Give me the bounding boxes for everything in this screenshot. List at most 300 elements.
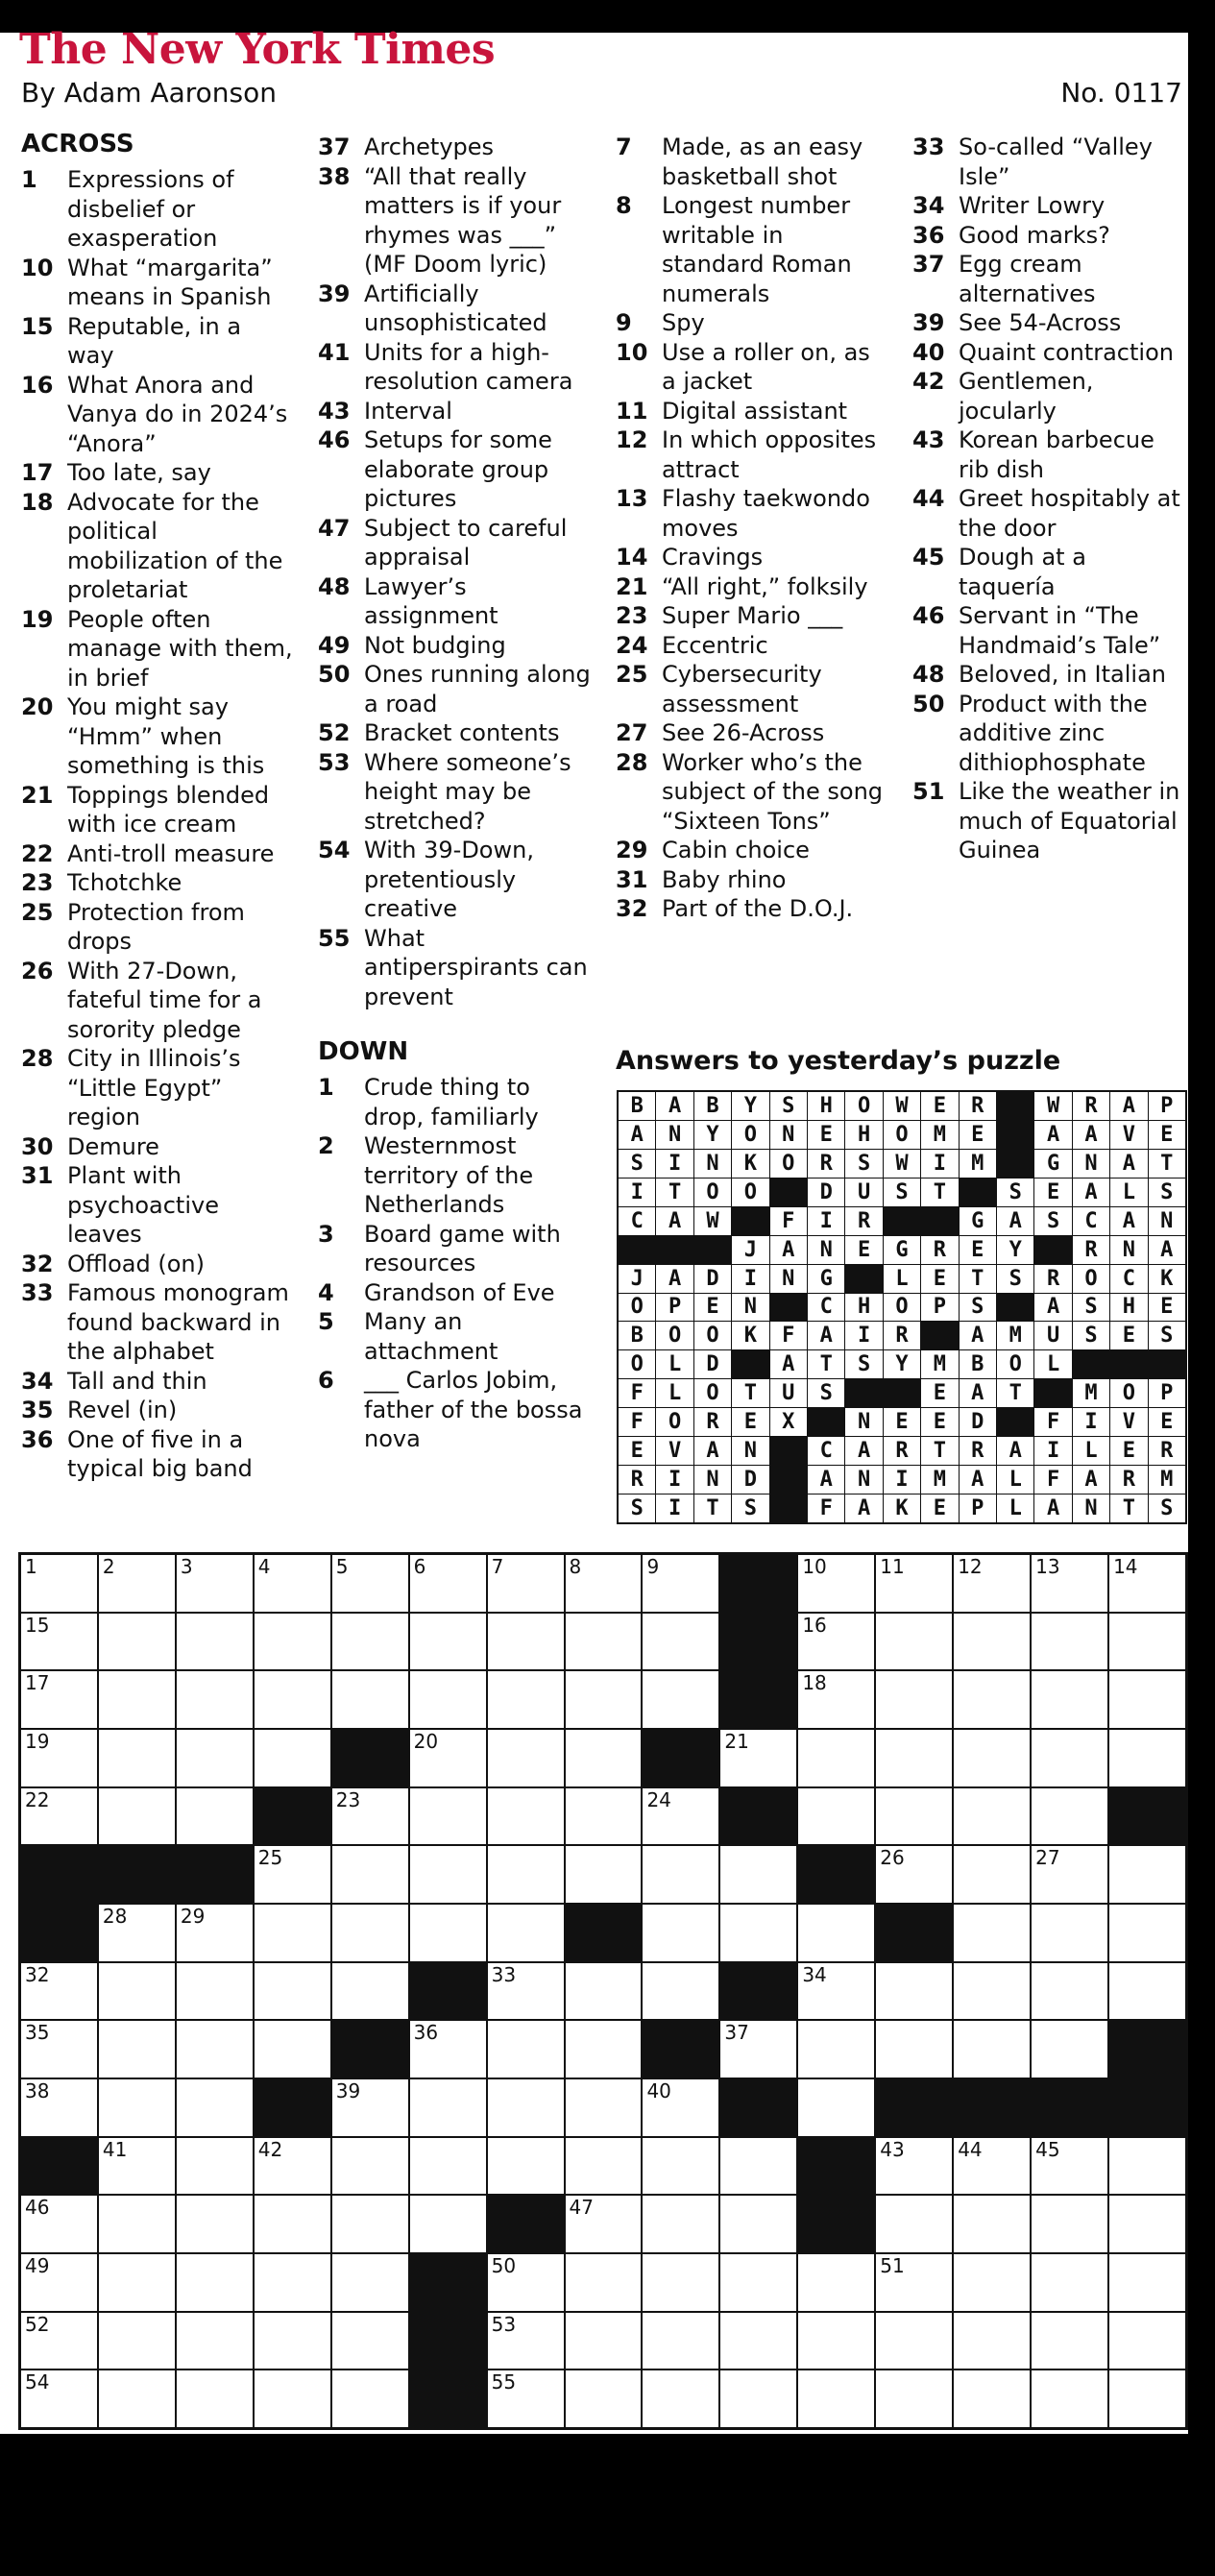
grid-cell[interactable] — [1032, 2370, 1107, 2427]
grid-cell[interactable] — [798, 2313, 874, 2369]
grid-cell[interactable] — [177, 2370, 253, 2427]
grid-cell[interactable] — [21, 2254, 97, 2311]
grid-cell[interactable] — [255, 2370, 330, 2427]
answer-letter: F — [770, 1207, 807, 1235]
answer-letter: R — [619, 1466, 655, 1494]
grid-cell[interactable] — [798, 2254, 874, 2311]
answer-letter: J — [619, 1265, 655, 1293]
grid-cell[interactable] — [332, 2254, 408, 2311]
grid-cell[interactable] — [1109, 2370, 1185, 2427]
grid-cell[interactable] — [99, 1614, 175, 1670]
grid-cell[interactable] — [21, 1963, 97, 2020]
grid-cell[interactable] — [1032, 1788, 1107, 1845]
clue-text: Ones running along a road — [364, 661, 591, 717]
grid-cell[interactable] — [643, 1555, 718, 1612]
grid-cell[interactable] — [99, 1788, 175, 1845]
grid-cell[interactable] — [99, 1671, 175, 1728]
grid-cell[interactable] — [332, 1614, 408, 1670]
clue-item — [318, 748, 596, 837]
clue-number: 51 — [912, 778, 945, 805]
grid-cell[interactable] — [21, 2313, 97, 2369]
answer-letter: M — [921, 1350, 958, 1378]
answer-letter: D — [694, 1265, 731, 1293]
grid-cell[interactable] — [177, 2079, 253, 2136]
grid-cell[interactable] — [255, 2313, 330, 2369]
grid-cell[interactable] — [177, 2313, 253, 2369]
grid-cell[interactable] — [1032, 2254, 1107, 2311]
grid-cell[interactable] — [332, 1788, 408, 1845]
grid-cell[interactable] — [99, 2370, 175, 2427]
answer-letter: E — [619, 1437, 655, 1465]
across-heading: ACROSS — [21, 130, 134, 158]
grid-cell[interactable] — [488, 2021, 564, 2078]
down-clues-column-4 — [912, 133, 1186, 865]
grid-cell[interactable] — [99, 2138, 175, 2195]
clue-item — [21, 839, 295, 869]
grid-cell[interactable] — [954, 1614, 1030, 1670]
grid-cell[interactable] — [1109, 1614, 1185, 1670]
grid-cell[interactable] — [720, 1730, 796, 1786]
grid-cell[interactable] — [566, 1614, 642, 1670]
grid-cell[interactable] — [488, 1846, 564, 1903]
grid-cell[interactable] — [798, 1730, 874, 1786]
answer-letter: S — [1149, 1179, 1185, 1206]
clue-item — [616, 308, 889, 338]
cell-number: 41 — [102, 2137, 128, 2161]
answer-letter: E — [694, 1294, 731, 1322]
black-square — [255, 2079, 330, 2136]
grid-cell[interactable] — [21, 1788, 97, 1845]
grid-cell[interactable] — [643, 1788, 718, 1845]
answer-letter: M — [921, 1466, 958, 1494]
grid-cell[interactable] — [332, 1555, 408, 1612]
grid-cell[interactable] — [21, 1555, 97, 1612]
grid-cell[interactable] — [566, 1555, 642, 1612]
grid-cell[interactable] — [410, 2138, 486, 2195]
grid-cell[interactable] — [177, 2196, 253, 2252]
answer-letter: R — [1073, 1092, 1109, 1120]
grid-cell[interactable] — [177, 1671, 253, 1728]
grid-cell[interactable] — [643, 2254, 718, 2311]
grid-cell[interactable] — [643, 1671, 718, 1728]
grid-cell[interactable] — [488, 1788, 564, 1845]
grid-cell[interactable] — [255, 1905, 330, 1961]
grid-cell[interactable] — [876, 2370, 952, 2427]
answer-black-square — [808, 1408, 844, 1436]
grid-cell[interactable] — [332, 1905, 408, 1961]
grid-cell[interactable] — [332, 2370, 408, 2427]
grid-cell[interactable] — [798, 2021, 874, 2078]
grid-cell[interactable] — [488, 1614, 564, 1670]
grid-cell[interactable] — [1109, 2254, 1185, 2311]
grid-cell[interactable] — [255, 1671, 330, 1728]
answer-letter: J — [732, 1236, 768, 1264]
grid-cell[interactable] — [255, 2138, 330, 2195]
answer-letter: I — [845, 1322, 882, 1349]
black-square — [21, 1846, 97, 1903]
grid-cell[interactable] — [643, 2313, 718, 2369]
grid-cell[interactable] — [643, 2138, 718, 2195]
grid-cell[interactable] — [720, 2254, 796, 2311]
grid-cell[interactable] — [643, 2370, 718, 2427]
clue-item — [318, 924, 596, 1012]
grid-cell[interactable] — [177, 1555, 253, 1612]
grid-cell[interactable] — [954, 1905, 1030, 1961]
answer-letter: U — [1034, 1322, 1071, 1349]
answer-letter: I — [732, 1265, 768, 1293]
grid-cell[interactable] — [954, 2021, 1030, 2078]
grid-cell[interactable] — [1109, 2313, 1185, 2369]
grid-cell[interactable] — [720, 2313, 796, 2369]
clue-number: 48 — [318, 572, 351, 600]
grid-cell[interactable] — [643, 1846, 718, 1903]
clue-text: Tchotchke — [67, 869, 182, 896]
black-square — [255, 1788, 330, 1845]
grid-cell[interactable] — [566, 2138, 642, 2195]
grid-cell[interactable] — [954, 2254, 1030, 2311]
grid-cell[interactable] — [566, 1846, 642, 1903]
answer-letter: S — [1149, 1495, 1185, 1522]
grid-cell[interactable] — [798, 1905, 874, 1961]
answer-letter: F — [1034, 1466, 1071, 1494]
grid-cell[interactable] — [566, 2254, 642, 2311]
answer-letter: T — [921, 1437, 958, 1465]
grid-cell[interactable] — [566, 2021, 642, 2078]
clue-text: City in Illinois’s “Little Egypt” region — [67, 1045, 241, 1130]
grid-cell[interactable] — [488, 1671, 564, 1728]
grid-cell[interactable] — [1109, 1555, 1185, 1612]
cell-number: 18 — [802, 1671, 827, 1695]
grid-cell[interactable] — [798, 1555, 874, 1612]
grid-cell[interactable] — [954, 2313, 1030, 2369]
grid-cell[interactable] — [410, 1555, 486, 1612]
grid-cell[interactable] — [177, 1788, 253, 1845]
grid-cell[interactable] — [410, 1788, 486, 1845]
grid-cell[interactable] — [177, 1905, 253, 1961]
cell-number: 2 — [102, 1555, 115, 1578]
answer-letter: T — [997, 1379, 1033, 1407]
grid-cell[interactable] — [255, 2021, 330, 2078]
grid-cell[interactable] — [177, 1963, 253, 2020]
answer-letter: F — [770, 1322, 807, 1349]
answer-letter: R — [960, 1437, 996, 1465]
grid-cell[interactable] — [566, 2313, 642, 2369]
clue-text: Not budging — [364, 631, 506, 659]
grid-cell[interactable] — [566, 1788, 642, 1845]
grid-cell[interactable] — [99, 1555, 175, 1612]
answer-letter: R — [960, 1092, 996, 1120]
clue-text: Offload (on) — [67, 1250, 205, 1277]
grid-cell[interactable] — [255, 1730, 330, 1786]
grid-cell[interactable] — [876, 1555, 952, 1612]
cell-number: 7 — [491, 1555, 504, 1578]
grid-cell[interactable] — [798, 2079, 874, 2136]
grid-cell[interactable] — [332, 1671, 408, 1728]
cell-number: 51 — [880, 2254, 905, 2277]
grid-cell[interactable] — [566, 1730, 642, 1786]
answer-black-square — [921, 1207, 958, 1235]
clue-item — [616, 543, 889, 572]
clue-item — [616, 572, 889, 602]
grid-cell[interactable] — [954, 2196, 1030, 2252]
answer-letter: W — [694, 1207, 731, 1235]
clue-number: 21 — [21, 781, 54, 809]
grid-cell[interactable] — [876, 2138, 952, 2195]
grid-cell[interactable] — [410, 2021, 486, 2078]
grid-cell[interactable] — [410, 2079, 486, 2136]
grid-cell[interactable] — [643, 2079, 718, 2136]
grid-cell[interactable] — [21, 2370, 97, 2427]
grid-cell[interactable] — [720, 1846, 796, 1903]
answer-letter: N — [1073, 1150, 1109, 1178]
black-square — [643, 2021, 718, 2078]
grid-cell[interactable] — [255, 1614, 330, 1670]
grid-cell[interactable] — [566, 1671, 642, 1728]
black-square — [566, 1905, 642, 1961]
clue-number: 52 — [318, 719, 351, 746]
grid-cell[interactable] — [643, 1905, 718, 1961]
grid-cell[interactable] — [332, 2313, 408, 2369]
clue-number: 33 — [912, 134, 945, 160]
clue-text: ___ Carlos Jobim, father of the bossa nova — [364, 1367, 583, 1452]
cell-number: 14 — [1113, 1555, 1138, 1578]
clue-number: 15 — [21, 312, 54, 340]
grid-cell[interactable] — [488, 1905, 564, 1961]
clue-text: Anti-troll measure — [67, 839, 275, 867]
grid-cell[interactable] — [876, 2021, 952, 2078]
grid-cell[interactable] — [177, 2254, 253, 2311]
grid-cell[interactable] — [876, 1671, 952, 1728]
answer-letter: E — [921, 1495, 958, 1522]
grid-cell[interactable] — [177, 2021, 253, 2078]
answer-letter: O — [1073, 1265, 1109, 1293]
clue-item — [21, 1278, 295, 1367]
grid-cell[interactable] — [1109, 1963, 1185, 2020]
grid-cell[interactable] — [1109, 2138, 1185, 2195]
grid-cell[interactable] — [1032, 2313, 1107, 2369]
grid-cell[interactable] — [255, 2196, 330, 2252]
cell-number: 50 — [491, 2254, 517, 2277]
grid-cell[interactable] — [177, 1614, 253, 1670]
grid-cell[interactable] — [876, 1730, 952, 1786]
clue-text: Bracket contents — [364, 719, 560, 746]
grid-cell[interactable] — [1032, 1730, 1107, 1786]
grid-cell[interactable] — [954, 1555, 1030, 1612]
grid-cell[interactable] — [954, 1846, 1030, 1903]
answer-letter: E — [732, 1408, 768, 1436]
grid-cell[interactable] — [99, 1963, 175, 2020]
cell-number: 38 — [25, 2079, 50, 2102]
grid-cell[interactable] — [332, 2138, 408, 2195]
cell-number: 40 — [646, 2079, 671, 2102]
grid-cell[interactable] — [1032, 2021, 1107, 2078]
grid-cell[interactable] — [410, 1614, 486, 1670]
grid-cell[interactable] — [720, 2370, 796, 2427]
answer-letter: A — [1110, 1092, 1147, 1120]
clue-item — [21, 488, 295, 605]
grid-cell[interactable] — [21, 1614, 97, 1670]
grid-cell[interactable] — [720, 1905, 796, 1961]
grid-cell[interactable] — [1109, 2196, 1185, 2252]
grid-cell[interactable] — [954, 1788, 1030, 1845]
grid-cell[interactable] — [1032, 1905, 1107, 1961]
grid-cell[interactable] — [99, 2254, 175, 2311]
grid-cell[interactable] — [1032, 2138, 1107, 2195]
grid-cell[interactable] — [1032, 1614, 1107, 1670]
clue-item — [912, 250, 1186, 308]
grid-cell[interactable] — [1032, 2196, 1107, 2252]
grid-cell[interactable] — [643, 1963, 718, 2020]
cell-number: 24 — [646, 1787, 671, 1811]
answer-letter: E — [1149, 1294, 1185, 1322]
black-square — [21, 1905, 97, 1961]
answer-letter: A — [656, 1207, 693, 1235]
grid-cell[interactable] — [798, 1788, 874, 1845]
grid-cell[interactable] — [798, 1614, 874, 1670]
cell-number: 34 — [802, 1962, 827, 1986]
cell-number: 55 — [491, 2370, 517, 2394]
grid-cell[interactable] — [876, 1788, 952, 1845]
grid-cell[interactable] — [488, 2254, 564, 2311]
black-square — [643, 1730, 718, 1786]
grid-cell[interactable] — [1032, 1846, 1107, 1903]
grid-cell[interactable] — [720, 2021, 796, 2078]
answer-letter: E — [921, 1408, 958, 1436]
grid-cell[interactable] — [566, 2079, 642, 2136]
clue-number: 9 — [616, 309, 632, 336]
answer-black-square — [884, 1207, 920, 1235]
grid-cell[interactable] — [488, 2138, 564, 2195]
grid-cell[interactable] — [798, 2370, 874, 2427]
answer-letter: O — [997, 1350, 1033, 1378]
grid-cell[interactable] — [488, 1555, 564, 1612]
grid-cell[interactable] — [954, 1963, 1030, 2020]
answer-letter: A — [1034, 1495, 1071, 1522]
grid-cell[interactable] — [332, 1963, 408, 2020]
grid-cell[interactable] — [1032, 1555, 1107, 1612]
grid-cell[interactable] — [876, 1846, 952, 1903]
answer-letter: C — [619, 1207, 655, 1235]
grid-cell[interactable] — [876, 2196, 952, 2252]
answer-letter: Y — [732, 1092, 768, 1120]
clue-text: Lawyer’s assignment — [364, 572, 498, 629]
grid-cell[interactable] — [1109, 1730, 1185, 1786]
grid-cell[interactable] — [566, 2370, 642, 2427]
grid-cell[interactable] — [1109, 1671, 1185, 1728]
grid-cell[interactable] — [410, 1905, 486, 1961]
grid-cell[interactable] — [1109, 1846, 1185, 1903]
answer-letter: K — [732, 1150, 768, 1178]
grid-cell[interactable] — [255, 1963, 330, 2020]
answer-black-square — [770, 1294, 807, 1322]
clue-number: 17 — [21, 459, 54, 486]
grid-cell[interactable] — [488, 2079, 564, 2136]
grid-cell[interactable] — [954, 2138, 1030, 2195]
grid-cell[interactable] — [798, 1671, 874, 1728]
answer-letter: N — [845, 1408, 882, 1436]
answer-letter: A — [845, 1437, 882, 1465]
grid-cell[interactable] — [99, 1905, 175, 1961]
answer-letter: O — [845, 1092, 882, 1120]
answer-letter: A — [997, 1437, 1033, 1465]
answer-letter: F — [1034, 1408, 1071, 1436]
clue-item — [616, 338, 889, 397]
cell-number: 26 — [880, 1846, 905, 1870]
grid-cell[interactable] — [99, 2079, 175, 2136]
grid-cell[interactable] — [21, 2079, 97, 2136]
clue-number: 23 — [21, 869, 54, 896]
cell-number: 11 — [880, 1555, 905, 1578]
grid-cell[interactable] — [488, 2370, 564, 2427]
grid-cell[interactable] — [255, 1555, 330, 1612]
grid-cell[interactable] — [954, 1671, 1030, 1728]
grid-cell[interactable] — [255, 1846, 330, 1903]
grid-cell[interactable] — [177, 2138, 253, 2195]
clue-text: Greet hospitably at the door — [959, 485, 1180, 542]
grid-cell[interactable] — [488, 2313, 564, 2369]
answer-letter: S — [1034, 1207, 1071, 1235]
grid-cell[interactable] — [488, 1730, 564, 1786]
grid-cell[interactable] — [332, 1846, 408, 1903]
answer-letter: N — [694, 1150, 731, 1178]
grid-cell[interactable] — [488, 1963, 564, 2020]
grid-cell[interactable] — [99, 2196, 175, 2252]
grid-cell[interactable] — [876, 2254, 952, 2311]
grid-cell[interactable] — [643, 2196, 718, 2252]
grid-cell[interactable] — [876, 2313, 952, 2369]
clue-text: Tall and thin — [67, 1367, 207, 1395]
grid-cell[interactable] — [720, 2138, 796, 2195]
grid-cell[interactable] — [410, 1730, 486, 1786]
grid-cell[interactable] — [177, 1730, 253, 1786]
answer-letter: N — [694, 1466, 731, 1494]
grid-cell[interactable] — [1032, 1671, 1107, 1728]
grid-cell[interactable] — [954, 1730, 1030, 1786]
grid-cell[interactable] — [954, 2370, 1030, 2427]
grid-cell[interactable] — [1109, 1905, 1185, 1961]
grid-cell[interactable] — [99, 1730, 175, 1786]
grid-cell[interactable] — [99, 2021, 175, 2078]
clue-number: 18 — [21, 488, 54, 516]
clue-item — [912, 425, 1186, 484]
grid-cell[interactable] — [332, 2196, 408, 2252]
grid-cell[interactable] — [99, 2313, 175, 2369]
grid-cell[interactable] — [21, 2021, 97, 2078]
clue-number: 20 — [21, 693, 54, 720]
grid-cell[interactable] — [566, 1963, 642, 2020]
grid-cell[interactable] — [410, 2196, 486, 2252]
grid-cell[interactable] — [21, 1671, 97, 1728]
grid-cell[interactable] — [643, 1614, 718, 1670]
grid-cell[interactable] — [21, 1730, 97, 1786]
grid-cell[interactable] — [876, 1614, 952, 1670]
clue-item — [21, 458, 295, 488]
clue-number: 13 — [616, 485, 648, 512]
grid-cell[interactable] — [1032, 1963, 1107, 2020]
grid-cell[interactable] — [410, 1671, 486, 1728]
grid-cell[interactable] — [332, 2079, 408, 2136]
grid-cell[interactable] — [255, 2254, 330, 2311]
grid-cell[interactable] — [410, 1846, 486, 1903]
grid-cell[interactable] — [876, 1963, 952, 2020]
grid-cell[interactable] — [21, 2196, 97, 2252]
answer-letter: O — [694, 1179, 731, 1206]
grid-cell[interactable] — [798, 1963, 874, 2020]
grid-cell[interactable] — [566, 2196, 642, 2252]
grid-cell[interactable] — [720, 2196, 796, 2252]
clue-item — [616, 425, 889, 484]
clue-text: People often manage with them, in brief — [67, 605, 293, 692]
